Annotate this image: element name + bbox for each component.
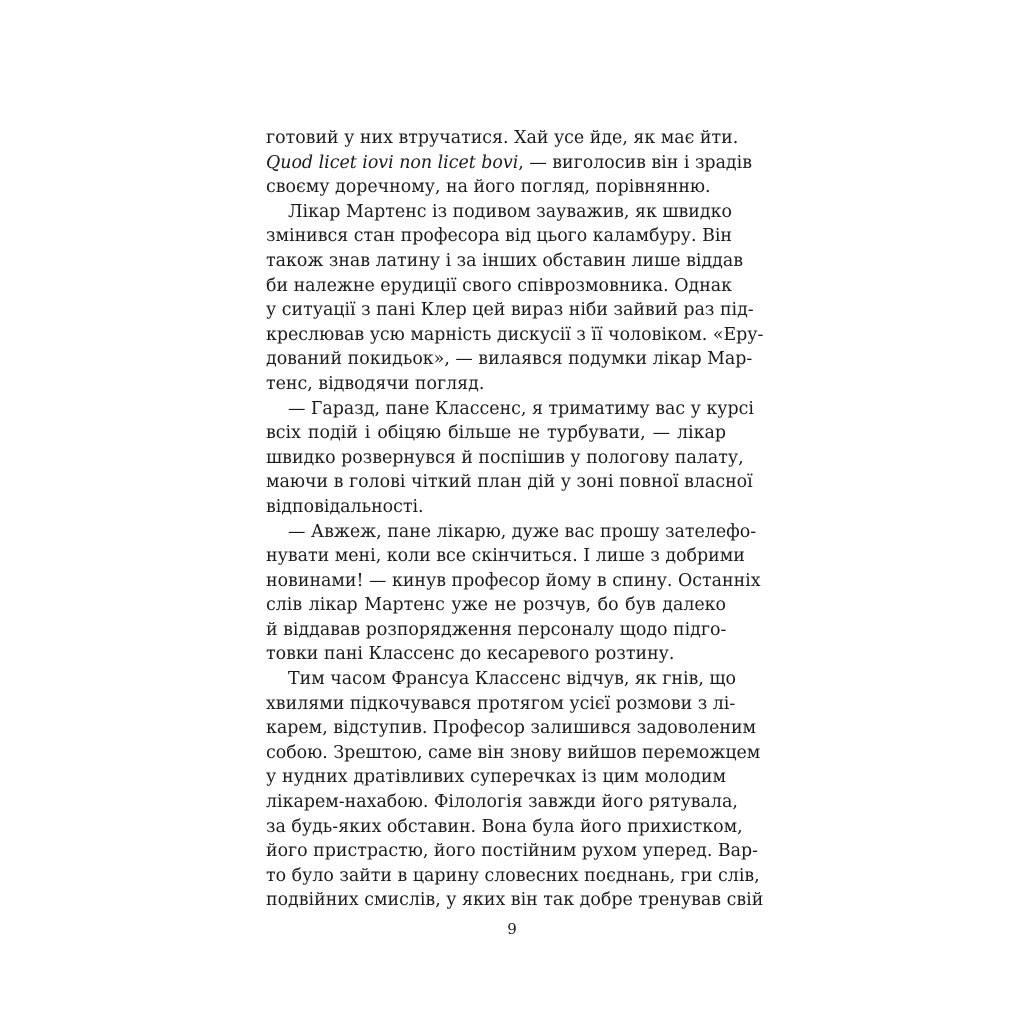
text-line: [266, 839, 759, 864]
line-text: й віддавав розпорядження персоналу щодо підго-: [266, 619, 727, 640]
line-text: слів лікар Мартенс уже не розчув, бо був далеко: [266, 595, 726, 616]
text-line: [266, 323, 764, 348]
text-line: [266, 765, 726, 790]
text-line: [266, 618, 726, 643]
line-text: готовий у них втручатися. Хай усе йде, як має йти.: [266, 128, 739, 148]
text-line: [266, 175, 726, 200]
line-text: би належне ерудиції свого співрозмовника. Однак: [266, 275, 733, 296]
line-text: дований покидьок», — вилаявся подумки лікар Мар-: [266, 349, 753, 370]
line-text: всіх подій і обіцяю більше не турбувати, — лікар: [266, 423, 726, 444]
text-line: [266, 200, 732, 225]
text-line: [266, 274, 733, 299]
italic-phrase: Quod licet iovi non licet bovi: [266, 152, 519, 173]
line-text: у нудних дратівливих суперечках із цим молодим: [266, 767, 726, 788]
line-text: Тим часом Франсуа Классенс відчув, як гнів, що: [288, 669, 737, 690]
body-text: [266, 126, 764, 913]
text-line: [266, 741, 761, 766]
line-text: маючи в голові чіткий план дій у зоні повної власної: [266, 472, 753, 493]
text-line: [266, 298, 754, 323]
text-line: [266, 126, 739, 151]
line-text: новинами! — кинув професор йому в спину. Останніх: [266, 570, 761, 591]
text-line: [266, 593, 726, 618]
text-line: [266, 470, 753, 495]
line-text: карем, відступив. Професор залишився задоволеним: [266, 718, 757, 739]
line-text: у ситуації з пані Клер цей вираз ніби зайвий раз під-: [266, 300, 754, 321]
text-line: [266, 888, 764, 913]
text-line: [266, 520, 757, 545]
text-line: [266, 421, 726, 446]
line-text: лікарем-нахабою. Філологія завжди його рятувала,: [266, 792, 738, 813]
line-text: собою. Зрештою, саме він знову вийшов переможцем: [266, 742, 761, 763]
line-text: за будь-яких обставин. Вона була його прихистком,: [266, 816, 743, 837]
line-text: товки пані Классенс до кесаревого розтину.: [266, 644, 675, 665]
text-line: [266, 446, 744, 471]
text-line: [266, 667, 737, 692]
line-text: тенс, відводячи погляд.: [266, 373, 485, 394]
line-text: нувати мені, коли все скінчиться. І лише з добрими: [266, 546, 745, 567]
text-line: [266, 397, 754, 422]
text-line: [266, 790, 738, 815]
text-line: [266, 864, 760, 889]
line-text: — Авжеж, пане лікарю, дуже вас прошу зателефо-: [288, 521, 757, 542]
text-line: [266, 372, 726, 397]
text-line: [266, 815, 743, 840]
text-line: [266, 642, 726, 667]
line-text: креслював усю марність дискусії з її чоловіком. «Еру-: [266, 324, 764, 345]
text-line: [266, 224, 733, 249]
line-text: — Гаразд, пане Классенс, я триматиму вас у курсі: [288, 398, 754, 419]
line-text: своєму доречному, на його погляд, порівнянню.: [266, 177, 711, 198]
line-text: хвилями підкочувався протягом усієї розмови з лі-: [266, 693, 736, 714]
text-line: [266, 692, 736, 717]
line-text: змінився стан професора від цього каламбуру. Він: [266, 226, 733, 247]
text-line: [266, 716, 757, 741]
text-line: [266, 495, 726, 520]
text-line: [266, 151, 752, 176]
line-text: Лікар Мартенс із подивом зауважив, як швидко: [288, 201, 732, 222]
line-text: подвійних смислів, у яких він так добре тренував свій: [266, 890, 764, 911]
text-line: [266, 569, 761, 594]
line-text: то було зайти в царину словесних поєднань, гри слів,: [266, 865, 760, 886]
line-text: його пристрастю, його постійним рухом уперед. Вар-: [266, 841, 759, 862]
line-text: , — виголосив він і зрадів: [518, 152, 752, 173]
text-line: [266, 544, 745, 569]
text-line: [266, 249, 744, 274]
line-text: також знав латину і за інших обставин лише віддав: [266, 250, 744, 271]
line-text: відповідальності.: [266, 496, 424, 517]
page-number: 9: [507, 920, 517, 938]
text-line: [266, 347, 753, 372]
line-text: швидко розвернувся й поспішив у пологову палату,: [266, 447, 744, 468]
